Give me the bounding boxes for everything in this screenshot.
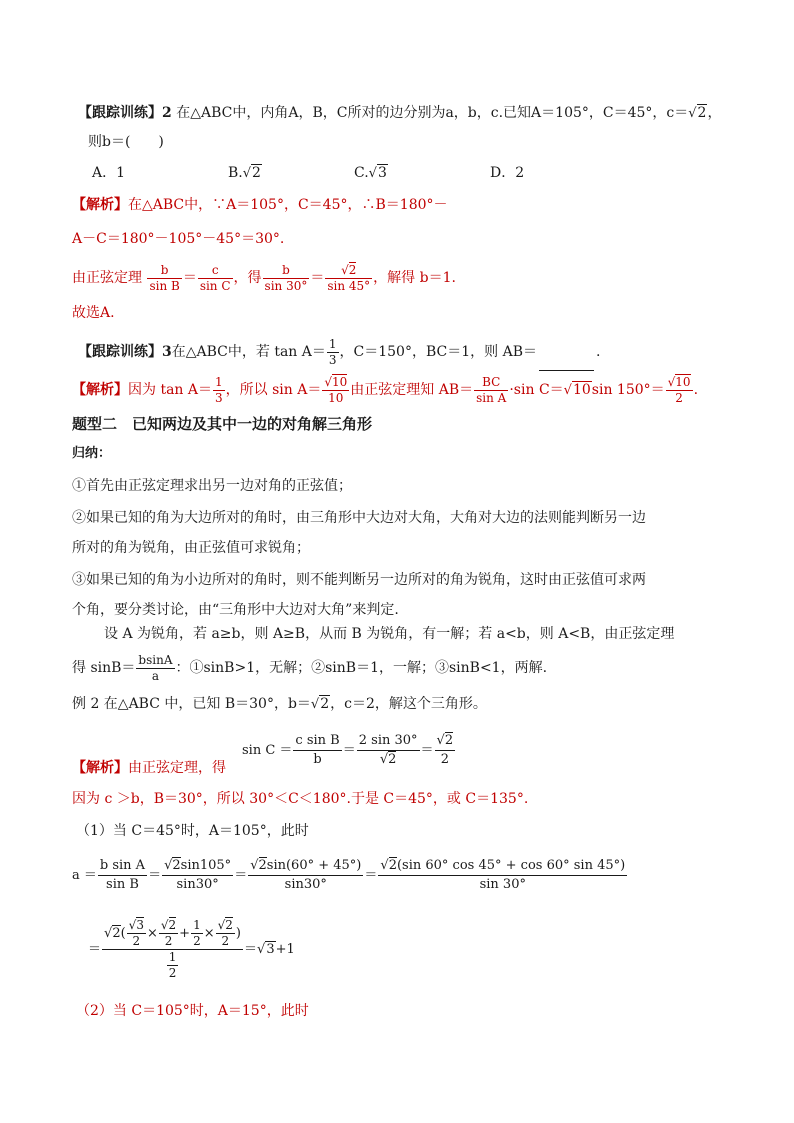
solution-tag: 【解析】 bbox=[72, 382, 128, 398]
exercise-3-question: 【跟踪训练】3在△ABC中，若 tan A＝ $\frac{1}{3}$ ，C＝150°，BC＝1，则 AB＝ . bbox=[78, 333, 600, 371]
fraction-sqrt2sin60plus45-over-sin30: $\frac{√2\sin(60^\circ + 45^\circ)}{\sin 30^\circ}$ bbox=[250, 858, 362, 892]
option-c: C.√3 bbox=[354, 165, 387, 181]
summary-point-3b: 个角，要分类讨论，由“三角形中大边对大角”来判定. bbox=[72, 602, 399, 618]
a-equation-line-1: a ＝ $\frac{\text{b sin A}}{\text{sin B}}$ ＝ $\frac{√2\sin 105^\circ}{\sin 30^\circ}$ ＝ $\frac{√2\sin(60^\circ + 45^\circ)}{\sin 30^\circ}$ ＝ $\frac{√2(\sin 60^\circ \cos 45^\circ + \cos 60^\circ \sin 45^\circ)}{\sin 30^\circ}$ bbox=[72, 858, 626, 892]
case-2-heading: （2）当 C＝105°时，A＝15°，此时 bbox=[76, 1003, 309, 1019]
fraction-bsinA-over-sinB: $\frac{\text{b sin A}}{\text{sin B}}$ bbox=[99, 858, 146, 892]
fraction-sqrt2sin105-over-sin30: $\frac{√2\sin 105^\circ}{\sin 30^\circ}$ bbox=[164, 858, 232, 892]
exercise-2-solution-3: 由正弦定理 $\frac{b}{\text{sin B}}$ ＝ $\frac{c}{\text{sin C}}$ ，得 $\frac{b}{\sin 30^\circ}$ ＝ $\frac{√2}{\sin 45^\circ}$ ，解得 b＝1. bbox=[72, 262, 456, 293]
summary-point-2a: ②如果已知的角为大边所对的角时，由三角形中大边对大角，大角对大边的法则能判断另一边 bbox=[72, 510, 646, 526]
solution-tag: 【解析】 bbox=[72, 197, 128, 213]
option-b: B.√2 bbox=[228, 165, 261, 181]
fraction-b-over-sinB: $\frac{b}{\text{sin B}}$ bbox=[149, 262, 180, 293]
fraction-2sin30-over-sqrt2: $\frac{2 \sin 30^\circ}{√2}$ bbox=[358, 733, 418, 767]
summary-label: 归纳： bbox=[72, 446, 112, 461]
example-2-solution-2: 因为 c ＞b，B＝30°，所以 30°＜C＜180°.于是 C＝45°，或 C＝135°. bbox=[72, 791, 529, 807]
exercise-2-ask: 则b＝( ) bbox=[88, 134, 164, 150]
fraction-one-third: $\frac{1}{3}$ bbox=[328, 336, 337, 367]
summary-point-4b: 得 sinB＝ $\frac{bsinA}{a}$ ：①sinB>1，无解；②sinB＝1，一解；③sinB<1，两解. bbox=[72, 652, 548, 683]
fraction-sqrt10-over-10: $\frac{√10}{10}$ bbox=[324, 374, 348, 405]
a-equation-line-2: ＝ √2( $\frac{√3}{2}$ × $\frac{√2}{2}$ + $\frac{1}{2}$ × $\frac{√2}{2}$ ) $\frac{1}{2}$ ＝√3+1 bbox=[88, 918, 295, 980]
fraction-sqrt2-over-2: $\frac{√2}{2}$ bbox=[436, 733, 454, 767]
option-d: D．2 bbox=[490, 165, 525, 181]
fraction-b-over-sin30: $\frac{b}{\sin 30^\circ}$ bbox=[264, 262, 308, 293]
fraction-numeric-result: √2( $\frac{√3}{2}$ × $\frac{√2}{2}$ + $\frac{1}{2}$ × $\frac{√2}{2}$ ) $\frac{1}{2}$ bbox=[104, 918, 241, 980]
fraction-bc-over-sinA: $\frac{BC}{\text{sin A}}$ bbox=[476, 374, 507, 405]
fraction-c-over-sinC: $\frac{c}{\text{sin C}}$ bbox=[199, 262, 231, 293]
exercise-2-solution-2: A－C＝180°－105°－45°＝30°. bbox=[72, 231, 285, 247]
exercise-2-solution-1 bbox=[72, 195, 448, 215]
fraction-bsinA-over-a: $\frac{bsinA}{a}$ bbox=[138, 652, 173, 683]
summary-point-4a: 设 A 为锐角，若 a≥b，则 A≥B，从而 B 为锐角，有一解；若 a<b，则 A<B，由正弦定理 bbox=[104, 626, 675, 642]
exercise-2-question: 【跟踪训练】2 在△ABC中，内角A，B，C所对的边分别为a，b，c.已知A＝105°，C＝45°，c＝√2， bbox=[78, 103, 721, 124]
summary-point-3a: ③如果已知的角为小边所对的角时，则不能判断另一边所对的角为锐角，这时由正弦值可求两 bbox=[72, 572, 646, 588]
answer-blank[interactable] bbox=[539, 356, 594, 371]
fraction-csinB-over-b: $\frac{\text{c sin B}}{b}$ bbox=[295, 733, 340, 767]
exercise-3-tag: 【跟踪训练】3 bbox=[78, 344, 172, 360]
fraction-sqrt10-over-2: $\frac{√10}{2}$ bbox=[667, 374, 691, 405]
example-2-question: 例 2 在△ABC 中，已知 B＝30°，b＝√2，c＝2，解这个三角形。 bbox=[72, 696, 487, 712]
exercise-2-text: 在△ABC中，内角A，B，C所对的边分别为a，b，c.已知A＝105°，C＝45°，c＝ bbox=[176, 105, 689, 121]
example-2-solution-1: 【解析】由正弦定理，得 bbox=[72, 760, 226, 776]
section-title: 题型二 已知两边及其中一边的对角解三角形 bbox=[72, 415, 373, 433]
sinC-equation: sin C ＝ $\frac{\text{c sin B}}{b}$ ＝ $\frac{2 \sin 30^\circ}{√2}$ ＝ $\frac{√2}{2}$ bbox=[242, 733, 454, 767]
exercise-2-tag: 【跟踪训练】2 bbox=[78, 105, 172, 121]
solution-text: 在△ABC中，∵A＝105°，C＝45°，∴B＝180°－ bbox=[128, 197, 448, 213]
fraction-one-third: $\frac{1}{3}$ bbox=[215, 374, 223, 405]
summary-point-2b: 所对的角为锐角，由正弦值可求锐角； bbox=[72, 540, 310, 556]
exercise-3-solution: 【解析】因为 tan A＝ $\frac{1}{3}$ ，所以 sin A＝ $\frac{√10}{10}$ 由正弦定理知 AB＝ $\frac{BC}{\text{sin A}}$ ·sin C＝√10sin 150°＝ $\frac{√10}{2}$ . bbox=[72, 374, 699, 405]
case-1-heading: （1）当 C＝45°时，A＝105°，此时 bbox=[76, 823, 309, 839]
exercise-2-solution-4: 故选A. bbox=[72, 305, 115, 321]
sqrt-c: √2 bbox=[688, 105, 707, 121]
fraction-expanded-over-sin30: $\frac{√2(\sin 60^\circ \cos 45^\circ + \cos 60^\circ \sin 45^\circ)}{\sin 30^\circ}$ bbox=[380, 858, 626, 892]
summary-point-1: ①首先由正弦定理求出另一边对角的正弦值； bbox=[72, 478, 352, 494]
fraction-sqrt2-over-sin45: $\frac{√2}{\sin 45^\circ}$ bbox=[327, 262, 371, 293]
solution-tag: 【解析】 bbox=[72, 760, 128, 776]
option-a: A．1 bbox=[92, 165, 126, 181]
